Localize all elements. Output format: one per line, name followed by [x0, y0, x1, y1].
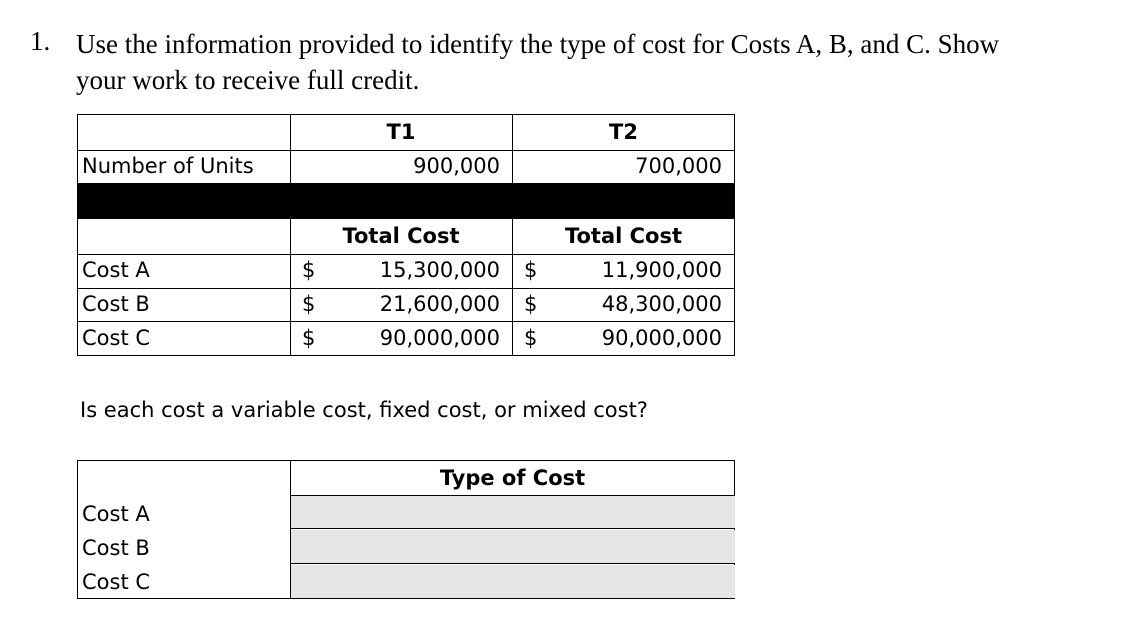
units-header-t1: T1	[386, 120, 416, 144]
cost-row-label: Cost A	[82, 258, 150, 282]
cost-row-label: Cost B	[82, 292, 150, 316]
cost-row-label: Cost C	[82, 326, 151, 350]
question-line-1: Use the information provided to identify the type of cost for Costs A, B, and C. Show	[76, 29, 1000, 59]
currency-symbol: $	[302, 292, 316, 316]
cost-header-t2: Total Cost	[564, 224, 683, 248]
answer-input-cost-c[interactable]	[291, 565, 735, 598]
question-text	[76, 26, 1096, 98]
units-row-divider	[77, 150, 735, 151]
answer-row-label: Cost C	[82, 570, 151, 594]
cost-type-prompt: Is each cost a variable cost, fixed cost, or mixed cost?	[80, 398, 648, 422]
answer-row-label: Cost A	[82, 502, 150, 526]
cost-value-t2: 48,300,000	[601, 292, 722, 316]
units-row-label: Number of Units	[82, 154, 254, 178]
cost-value-t2: 90,000,000	[601, 326, 722, 350]
cost-row-divider-2	[77, 288, 735, 289]
units-value-t2: 700,000	[635, 154, 722, 178]
cost-value-t1: 15,300,000	[379, 258, 500, 282]
currency-symbol: $	[524, 258, 538, 282]
answer-input-cost-a[interactable]	[291, 496, 735, 529]
black-separator-band	[77, 184, 735, 218]
units-value-t1: 900,000	[413, 154, 500, 178]
cost-header-t1: Total Cost	[342, 224, 460, 248]
units-header-t2: T2	[609, 120, 638, 144]
currency-symbol: $	[524, 292, 538, 316]
currency-symbol: $	[302, 326, 316, 350]
cost-row-divider-3	[77, 321, 735, 322]
answer-input-cost-b[interactable]	[291, 530, 735, 564]
currency-symbol: $	[302, 258, 316, 282]
question-line-2: your work to receive full credit.	[76, 65, 420, 95]
currency-symbol: $	[524, 326, 538, 350]
cost-value-t2: 11,900,000	[601, 258, 722, 282]
answer-row-label: Cost B	[82, 536, 150, 560]
question-number: 1.	[30, 26, 51, 56]
cost-row-divider-1	[77, 254, 735, 255]
cost-value-t1: 90,000,000	[379, 326, 500, 350]
answer-header-type-of-cost: Type of Cost	[439, 466, 586, 490]
cost-value-t1: 21,600,000	[379, 292, 500, 316]
